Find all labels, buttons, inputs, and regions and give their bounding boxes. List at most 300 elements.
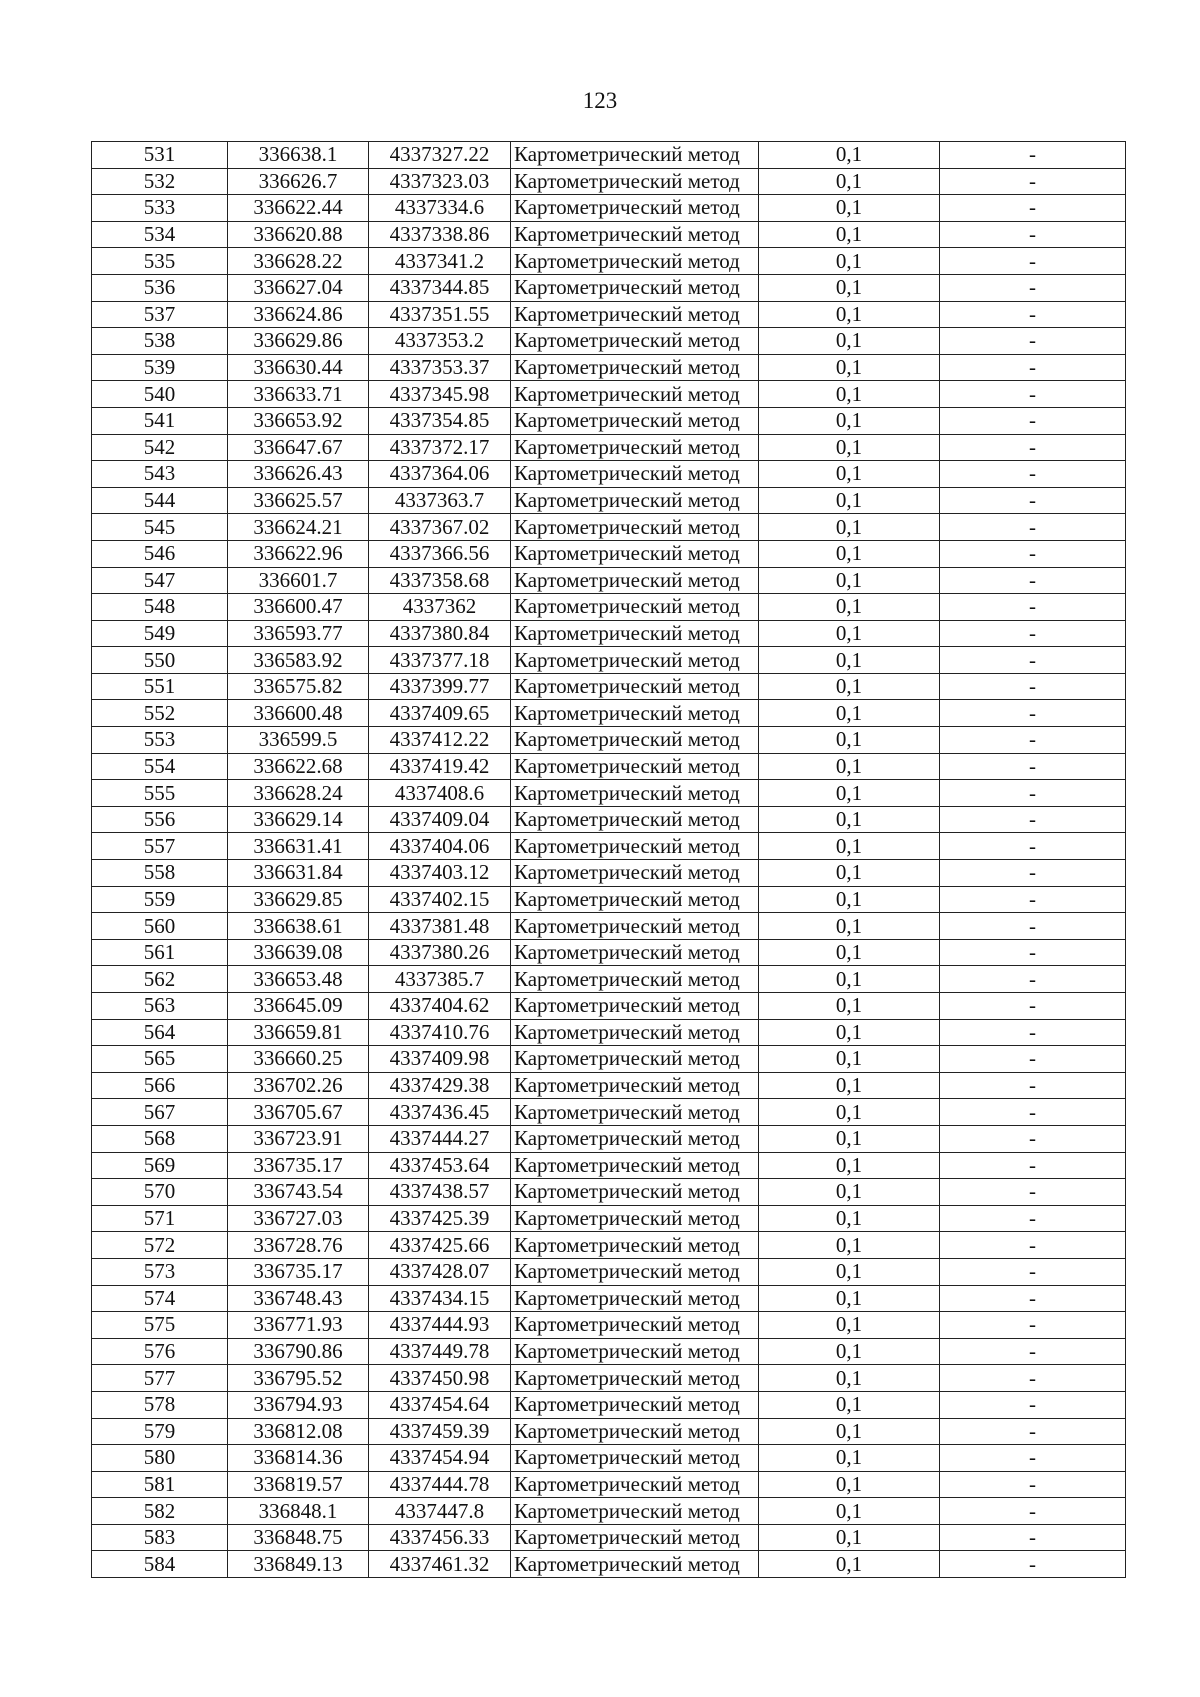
method-cell: Картометрический метод: [511, 1524, 759, 1551]
method-cell: Картометрический метод: [511, 567, 759, 594]
x-coordinate-cell: 336622.68: [228, 753, 369, 780]
x-coordinate-cell: 336771.93: [228, 1312, 369, 1339]
point-number-cell: 568: [92, 1125, 228, 1152]
accuracy-cell: 0,1: [759, 1205, 940, 1232]
coordinates-table: [91, 141, 1126, 1578]
y-coordinate-cell: 4337444.78: [369, 1471, 511, 1498]
table-row: [92, 142, 1126, 169]
y-coordinate-cell: 4337380.26: [369, 939, 511, 966]
description-cell: -: [940, 1471, 1126, 1498]
point-number-cell: 535: [92, 248, 228, 275]
accuracy-cell: 0,1: [759, 168, 940, 195]
method-cell: Картометрический метод: [511, 1019, 759, 1046]
description-cell: -: [940, 886, 1126, 913]
x-coordinate-cell: 336628.22: [228, 248, 369, 275]
y-coordinate-cell: 4337459.39: [369, 1418, 511, 1445]
table-row: [92, 939, 1126, 966]
method-cell: Картометрический метод: [511, 1125, 759, 1152]
description-cell: -: [940, 1524, 1126, 1551]
accuracy-cell: 0,1: [759, 195, 940, 222]
method-cell: Картометрический метод: [511, 860, 759, 887]
point-number-cell: 547: [92, 567, 228, 594]
point-number-cell: 545: [92, 514, 228, 541]
y-coordinate-cell: 4337402.15: [369, 886, 511, 913]
accuracy-cell: 0,1: [759, 594, 940, 621]
description-cell: -: [940, 434, 1126, 461]
x-coordinate-cell: 336631.41: [228, 833, 369, 860]
x-coordinate-cell: 336795.52: [228, 1365, 369, 1392]
table-row: [92, 540, 1126, 567]
y-coordinate-cell: 4337444.93: [369, 1312, 511, 1339]
x-coordinate-cell: 336626.43: [228, 461, 369, 488]
accuracy-cell: 0,1: [759, 407, 940, 434]
point-number-cell: 583: [92, 1524, 228, 1551]
table-row: [92, 1285, 1126, 1312]
x-coordinate-cell: 336812.08: [228, 1418, 369, 1445]
table-row: [92, 1258, 1126, 1285]
description-cell: -: [940, 860, 1126, 887]
x-coordinate-cell: 336583.92: [228, 647, 369, 674]
table-row: [92, 1205, 1126, 1232]
description-cell: -: [940, 727, 1126, 754]
y-coordinate-cell: 4337403.12: [369, 860, 511, 887]
table-row: [92, 700, 1126, 727]
point-number-cell: 561: [92, 939, 228, 966]
method-cell: Картометрический метод: [511, 354, 759, 381]
point-number-cell: 578: [92, 1391, 228, 1418]
y-coordinate-cell: 4337461.32: [369, 1551, 511, 1578]
y-coordinate-cell: 4337366.56: [369, 540, 511, 567]
accuracy-cell: 0,1: [759, 434, 940, 461]
description-cell: -: [940, 1365, 1126, 1392]
x-coordinate-cell: 336629.85: [228, 886, 369, 913]
method-cell: Картометрический метод: [511, 274, 759, 301]
accuracy-cell: 0,1: [759, 1551, 940, 1578]
table-row: [92, 806, 1126, 833]
x-coordinate-cell: 336645.09: [228, 993, 369, 1020]
method-cell: Картометрический метод: [511, 594, 759, 621]
method-cell: Картометрический метод: [511, 727, 759, 754]
method-cell: Картометрический метод: [511, 1365, 759, 1392]
table-row: [92, 328, 1126, 355]
x-coordinate-cell: 336624.86: [228, 301, 369, 328]
description-cell: -: [940, 620, 1126, 647]
x-coordinate-cell: 336625.57: [228, 487, 369, 514]
accuracy-cell: 0,1: [759, 328, 940, 355]
accuracy-cell: 0,1: [759, 1471, 940, 1498]
x-coordinate-cell: 336600.48: [228, 700, 369, 727]
accuracy-cell: 0,1: [759, 1418, 940, 1445]
description-cell: -: [940, 487, 1126, 514]
point-number-cell: 533: [92, 195, 228, 222]
point-number-cell: 569: [92, 1152, 228, 1179]
y-coordinate-cell: 4337351.55: [369, 301, 511, 328]
description-cell: -: [940, 594, 1126, 621]
x-coordinate-cell: 336814.36: [228, 1445, 369, 1472]
point-number-cell: 572: [92, 1232, 228, 1259]
table-row: [92, 461, 1126, 488]
table-row: [92, 993, 1126, 1020]
description-cell: -: [940, 966, 1126, 993]
point-number-cell: 554: [92, 753, 228, 780]
accuracy-cell: 0,1: [759, 514, 940, 541]
point-number-cell: 575: [92, 1312, 228, 1339]
table-row: [92, 913, 1126, 940]
accuracy-cell: 0,1: [759, 1312, 940, 1339]
point-number-cell: 563: [92, 993, 228, 1020]
method-cell: Картометрический метод: [511, 673, 759, 700]
method-cell: Картометрический метод: [511, 886, 759, 913]
accuracy-cell: 0,1: [759, 727, 940, 754]
x-coordinate-cell: 336653.92: [228, 407, 369, 434]
description-cell: -: [940, 753, 1126, 780]
description-cell: -: [940, 1179, 1126, 1206]
method-cell: Картометрический метод: [511, 647, 759, 674]
table-row: [92, 727, 1126, 754]
accuracy-cell: 0,1: [759, 1072, 940, 1099]
description-cell: -: [940, 1019, 1126, 1046]
description-cell: -: [940, 1445, 1126, 1472]
x-coordinate-cell: 336849.13: [228, 1551, 369, 1578]
accuracy-cell: 0,1: [759, 461, 940, 488]
table-row: [92, 1551, 1126, 1578]
table-row: [92, 487, 1126, 514]
accuracy-cell: 0,1: [759, 1152, 940, 1179]
y-coordinate-cell: 4337453.64: [369, 1152, 511, 1179]
x-coordinate-cell: 336638.1: [228, 142, 369, 169]
accuracy-cell: 0,1: [759, 886, 940, 913]
table-row: [92, 1391, 1126, 1418]
method-cell: Картометрический метод: [511, 1312, 759, 1339]
x-coordinate-cell: 336743.54: [228, 1179, 369, 1206]
x-coordinate-cell: 336631.84: [228, 860, 369, 887]
point-number-cell: 570: [92, 1179, 228, 1206]
x-coordinate-cell: 336600.47: [228, 594, 369, 621]
point-number-cell: 560: [92, 913, 228, 940]
description-cell: -: [940, 939, 1126, 966]
accuracy-cell: 0,1: [759, 567, 940, 594]
y-coordinate-cell: 4337385.7: [369, 966, 511, 993]
point-number-cell: 540: [92, 381, 228, 408]
accuracy-cell: 0,1: [759, 540, 940, 567]
point-number-cell: 539: [92, 354, 228, 381]
table-row: [92, 1019, 1126, 1046]
y-coordinate-cell: 4337341.2: [369, 248, 511, 275]
method-cell: Картометрический метод: [511, 1152, 759, 1179]
y-coordinate-cell: 4337381.48: [369, 913, 511, 940]
table-row: [92, 620, 1126, 647]
point-number-cell: 532: [92, 168, 228, 195]
x-coordinate-cell: 336848.75: [228, 1524, 369, 1551]
y-coordinate-cell: 4337399.77: [369, 673, 511, 700]
point-number-cell: 542: [92, 434, 228, 461]
point-number-cell: 544: [92, 487, 228, 514]
point-number-cell: 538: [92, 328, 228, 355]
point-number-cell: 579: [92, 1418, 228, 1445]
table-row: [92, 248, 1126, 275]
method-cell: Картометрический метод: [511, 142, 759, 169]
table-row: [92, 1365, 1126, 1392]
point-number-cell: 531: [92, 142, 228, 169]
table-row: [92, 1445, 1126, 1472]
y-coordinate-cell: 4337344.85: [369, 274, 511, 301]
accuracy-cell: 0,1: [759, 700, 940, 727]
x-coordinate-cell: 336628.24: [228, 780, 369, 807]
point-number-cell: 562: [92, 966, 228, 993]
accuracy-cell: 0,1: [759, 620, 940, 647]
point-number-cell: 567: [92, 1099, 228, 1126]
x-coordinate-cell: 336620.88: [228, 221, 369, 248]
description-cell: -: [940, 221, 1126, 248]
description-cell: -: [940, 1338, 1126, 1365]
y-coordinate-cell: 4337449.78: [369, 1338, 511, 1365]
y-coordinate-cell: 4337450.98: [369, 1365, 511, 1392]
method-cell: Картометрический метод: [511, 195, 759, 222]
table-row: [92, 966, 1126, 993]
description-cell: -: [940, 461, 1126, 488]
y-coordinate-cell: 4337409.98: [369, 1046, 511, 1073]
y-coordinate-cell: 4337425.66: [369, 1232, 511, 1259]
accuracy-cell: 0,1: [759, 806, 940, 833]
description-cell: -: [940, 1258, 1126, 1285]
x-coordinate-cell: 336727.03: [228, 1205, 369, 1232]
description-cell: -: [940, 780, 1126, 807]
y-coordinate-cell: 4337434.15: [369, 1285, 511, 1312]
description-cell: -: [940, 913, 1126, 940]
x-coordinate-cell: 336639.08: [228, 939, 369, 966]
y-coordinate-cell: 4337338.86: [369, 221, 511, 248]
x-coordinate-cell: 336626.7: [228, 168, 369, 195]
table-row: [92, 1099, 1126, 1126]
description-cell: -: [940, 1099, 1126, 1126]
x-coordinate-cell: 336622.96: [228, 540, 369, 567]
description-cell: -: [940, 328, 1126, 355]
description-cell: -: [940, 647, 1126, 674]
y-coordinate-cell: 4337447.8: [369, 1498, 511, 1525]
y-coordinate-cell: 4337358.68: [369, 567, 511, 594]
method-cell: Картометрический метод: [511, 700, 759, 727]
y-coordinate-cell: 4337377.18: [369, 647, 511, 674]
x-coordinate-cell: 336705.67: [228, 1099, 369, 1126]
y-coordinate-cell: 4337353.2: [369, 328, 511, 355]
description-cell: -: [940, 1418, 1126, 1445]
accuracy-cell: 0,1: [759, 913, 940, 940]
page-number: 123: [582, 88, 618, 113]
x-coordinate-cell: 336660.25: [228, 1046, 369, 1073]
point-number-cell: 543: [92, 461, 228, 488]
y-coordinate-cell: 4337354.85: [369, 407, 511, 434]
point-number-cell: 566: [92, 1072, 228, 1099]
description-cell: -: [940, 540, 1126, 567]
table-row: [92, 168, 1126, 195]
y-coordinate-cell: 4337408.6: [369, 780, 511, 807]
x-coordinate-cell: 336659.81: [228, 1019, 369, 1046]
y-coordinate-cell: 4337409.65: [369, 700, 511, 727]
table-row: [92, 301, 1126, 328]
description-cell: -: [940, 1551, 1126, 1578]
method-cell: Картометрический метод: [511, 780, 759, 807]
method-cell: Картометрический метод: [511, 301, 759, 328]
x-coordinate-cell: 336819.57: [228, 1471, 369, 1498]
method-cell: Картометрический метод: [511, 1205, 759, 1232]
x-coordinate-cell: 336638.61: [228, 913, 369, 940]
y-coordinate-cell: 4337334.6: [369, 195, 511, 222]
x-coordinate-cell: 336723.91: [228, 1125, 369, 1152]
method-cell: Картометрический метод: [511, 328, 759, 355]
point-number-cell: 564: [92, 1019, 228, 1046]
table-row: [92, 753, 1126, 780]
table-row: [92, 1312, 1126, 1339]
accuracy-cell: 0,1: [759, 1258, 940, 1285]
table-row: [92, 1125, 1126, 1152]
accuracy-cell: 0,1: [759, 780, 940, 807]
point-number-cell: 558: [92, 860, 228, 887]
x-coordinate-cell: 336794.93: [228, 1391, 369, 1418]
point-number-cell: 546: [92, 540, 228, 567]
y-coordinate-cell: 4337380.84: [369, 620, 511, 647]
table-row: [92, 567, 1126, 594]
method-cell: Картометрический метод: [511, 913, 759, 940]
x-coordinate-cell: 336575.82: [228, 673, 369, 700]
table-row: [92, 886, 1126, 913]
accuracy-cell: 0,1: [759, 487, 940, 514]
table-row: [92, 1232, 1126, 1259]
point-number-cell: 550: [92, 647, 228, 674]
method-cell: Картометрический метод: [511, 1258, 759, 1285]
table-row: [92, 274, 1126, 301]
point-number-cell: 581: [92, 1471, 228, 1498]
point-number-cell: 541: [92, 407, 228, 434]
y-coordinate-cell: 4337444.27: [369, 1125, 511, 1152]
x-coordinate-cell: 336633.71: [228, 381, 369, 408]
table-row: [92, 221, 1126, 248]
table-row: [92, 780, 1126, 807]
table-row: [92, 434, 1126, 461]
point-number-cell: 548: [92, 594, 228, 621]
description-cell: -: [940, 381, 1126, 408]
x-coordinate-cell: 336599.5: [228, 727, 369, 754]
description-cell: -: [940, 1152, 1126, 1179]
y-coordinate-cell: 4337436.45: [369, 1099, 511, 1126]
accuracy-cell: 0,1: [759, 1445, 940, 1472]
method-cell: Картометрический метод: [511, 1338, 759, 1365]
method-cell: Картометрический метод: [511, 1285, 759, 1312]
x-coordinate-cell: 336630.44: [228, 354, 369, 381]
description-cell: -: [940, 567, 1126, 594]
y-coordinate-cell: 4337454.94: [369, 1445, 511, 1472]
accuracy-cell: 0,1: [759, 1232, 940, 1259]
accuracy-cell: 0,1: [759, 301, 940, 328]
description-cell: -: [940, 673, 1126, 700]
description-cell: -: [940, 195, 1126, 222]
accuracy-cell: 0,1: [759, 1125, 940, 1152]
point-number-cell: 574: [92, 1285, 228, 1312]
y-coordinate-cell: 4337372.17: [369, 434, 511, 461]
y-coordinate-cell: 4337364.06: [369, 461, 511, 488]
point-number-cell: 537: [92, 301, 228, 328]
description-cell: -: [940, 142, 1126, 169]
y-coordinate-cell: 4337429.38: [369, 1072, 511, 1099]
point-number-cell: 565: [92, 1046, 228, 1073]
point-number-cell: 549: [92, 620, 228, 647]
description-cell: -: [940, 1312, 1126, 1339]
y-coordinate-cell: 4337363.7: [369, 487, 511, 514]
x-coordinate-cell: 336728.76: [228, 1232, 369, 1259]
method-cell: Картометрический метод: [511, 620, 759, 647]
method-cell: Картометрический метод: [511, 1046, 759, 1073]
table-row: [92, 673, 1126, 700]
accuracy-cell: 0,1: [759, 647, 940, 674]
point-number-cell: 559: [92, 886, 228, 913]
accuracy-cell: 0,1: [759, 673, 940, 700]
description-cell: -: [940, 1232, 1126, 1259]
accuracy-cell: 0,1: [759, 221, 940, 248]
description-cell: -: [940, 1391, 1126, 1418]
accuracy-cell: 0,1: [759, 860, 940, 887]
table-row: [92, 354, 1126, 381]
y-coordinate-cell: 4337409.04: [369, 806, 511, 833]
accuracy-cell: 0,1: [759, 274, 940, 301]
point-number-cell: 553: [92, 727, 228, 754]
description-cell: -: [940, 1285, 1126, 1312]
table-row: [92, 647, 1126, 674]
description-cell: -: [940, 274, 1126, 301]
table-row: [92, 833, 1126, 860]
x-coordinate-cell: 336624.21: [228, 514, 369, 541]
coordinates-table-body: [92, 142, 1126, 1578]
y-coordinate-cell: 4337404.06: [369, 833, 511, 860]
accuracy-cell: 0,1: [759, 1046, 940, 1073]
method-cell: Картометрический метод: [511, 248, 759, 275]
point-number-cell: 534: [92, 221, 228, 248]
method-cell: Картометрический метод: [511, 1391, 759, 1418]
method-cell: Картометрический метод: [511, 461, 759, 488]
method-cell: Картометрический метод: [511, 993, 759, 1020]
method-cell: Картометрический метод: [511, 487, 759, 514]
table-row: [92, 1338, 1126, 1365]
point-number-cell: 536: [92, 274, 228, 301]
accuracy-cell: 0,1: [759, 1099, 940, 1126]
y-coordinate-cell: 4337345.98: [369, 381, 511, 408]
method-cell: Картометрический метод: [511, 966, 759, 993]
x-coordinate-cell: 336601.7: [228, 567, 369, 594]
y-coordinate-cell: 4337438.57: [369, 1179, 511, 1206]
method-cell: Картометрический метод: [511, 1445, 759, 1472]
accuracy-cell: 0,1: [759, 142, 940, 169]
y-coordinate-cell: 4337425.39: [369, 1205, 511, 1232]
accuracy-cell: 0,1: [759, 248, 940, 275]
method-cell: Картометрический метод: [511, 806, 759, 833]
method-cell: Картометрический метод: [511, 540, 759, 567]
accuracy-cell: 0,1: [759, 1391, 940, 1418]
y-coordinate-cell: 4337428.07: [369, 1258, 511, 1285]
accuracy-cell: 0,1: [759, 1365, 940, 1392]
method-cell: Картометрический метод: [511, 1471, 759, 1498]
accuracy-cell: 0,1: [759, 753, 940, 780]
accuracy-cell: 0,1: [759, 354, 940, 381]
accuracy-cell: 0,1: [759, 833, 940, 860]
method-cell: Картометрический метод: [511, 1099, 759, 1126]
description-cell: -: [940, 407, 1126, 434]
accuracy-cell: 0,1: [759, 1285, 940, 1312]
y-coordinate-cell: 4337410.76: [369, 1019, 511, 1046]
table-row: [92, 594, 1126, 621]
description-cell: -: [940, 1498, 1126, 1525]
table-row: [92, 1046, 1126, 1073]
description-cell: -: [940, 354, 1126, 381]
table-row: [92, 1471, 1126, 1498]
point-number-cell: 573: [92, 1258, 228, 1285]
